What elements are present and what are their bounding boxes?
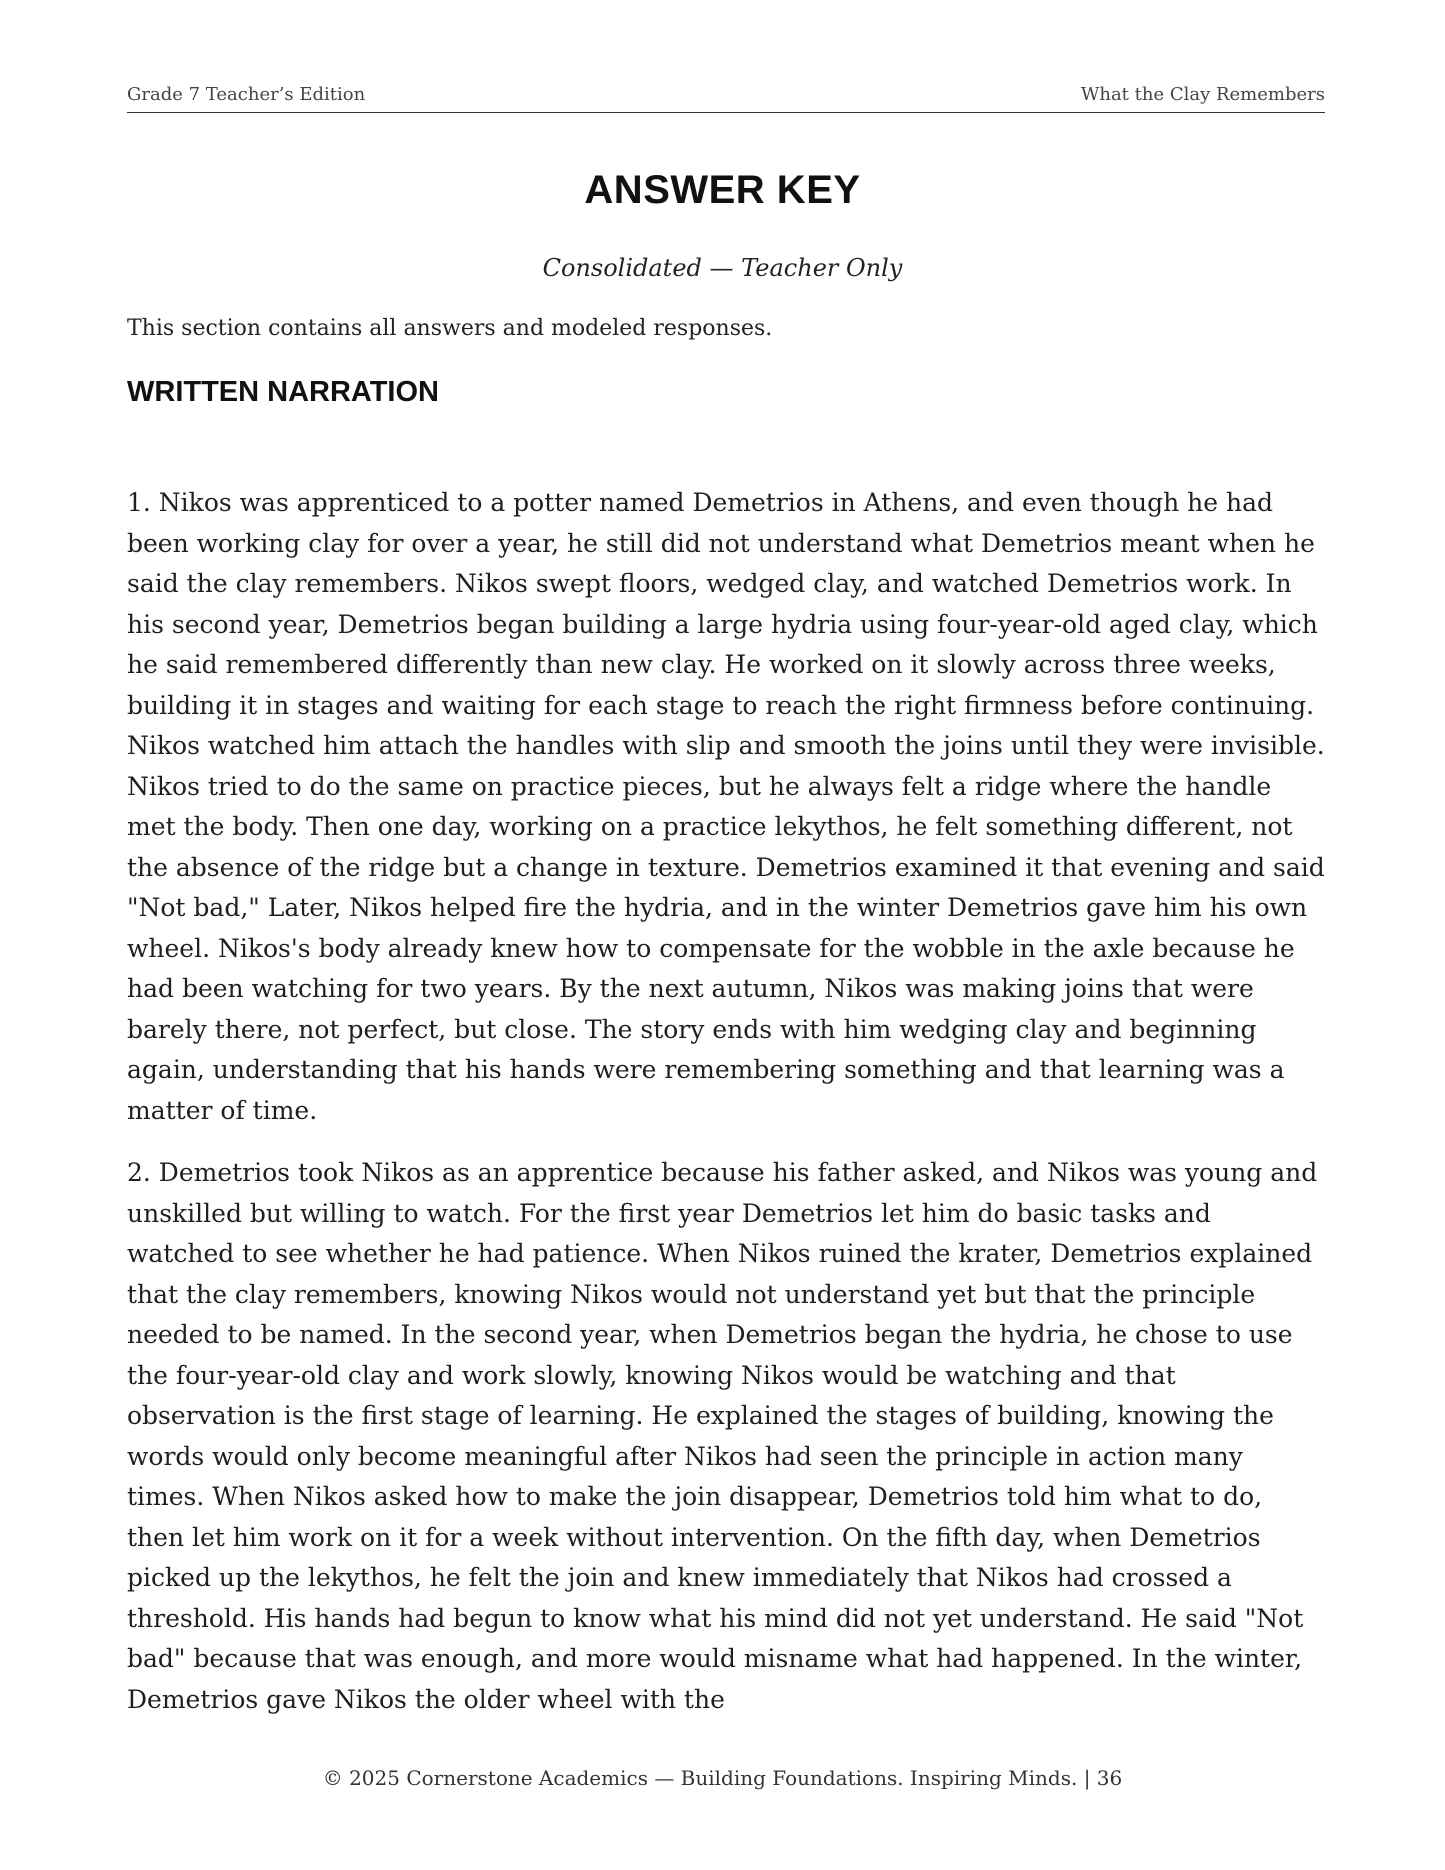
header-edition: Grade 7 Teacher’s Edition bbox=[127, 84, 366, 105]
answer-paragraph-1: 1. Nikos was apprenticed to a potter named Demetrios in Athens, and even though he had been working clay for over a year, he still did not understand what Demetrios meant when he said the clay remembers. Nikos swept floors, wedged clay, and watched Demetrios work. In his second year, Demetrios began building a large hydria using four-year-old aged clay, which he said remembered differently than new clay. He worked on it slowly across three weeks, building it in stages and waiting for each stage to reach the right firmness before continuing. Nikos watched him attach the handles with slip and smooth the joins until they were invisible. Nikos tried to do the same on practice pieces, but he always felt a ridge where the handle met the body. Then one day, working on a practice lekythos, he felt something different, not the absence of the ridge but a change in texture. Demetrios examined it that evening and said "Not bad," Later, Nikos helped fire the hydria, and in the winter Demetrios gave him his own wheel. Nikos's body already knew how to compensate for the wobble in the axle because he had been watching for two years. By the next autumn, Nikos was making joins that were barely there, not perfect, but close. The story ends with him wedging clay and beginning again, understanding that his hands were remembering something and that learning was a matter of time. bbox=[127, 488, 1325, 1125]
answer-paragraph-2: 2. Demetrios took Nikos as an apprentice because his father asked, and Nikos was young and unskilled but willing to watch. For the first year Demetrios let him do basic tasks and watched to see whether he had patience. When Nikos ruined the krater, Demetrios explained that the clay remembers, knowing Nikos would not understand yet but that the principle needed to be named. In the second year, when Demetrios began the hydria, he chose to use the four-year-old clay and work slowly, knowing Nikos would be watching and that observation is the first stage of learning. He explained the stages of building, knowing the words would only become meaningful after Nikos had seen the principle in action many times. When Nikos asked how to make the join disappear, Demetrios told him what to do, then let him work on it for a week without intervention. On the fifth day, when Demetrios picked up the lekythos, he felt the join and knew immediately that Nikos had crossed a threshold. His hands had begun to know what his mind did not yet understand. He said "Not bad" because that was enough, and more would misname what had happened. In the winter, Demetrios gave Nikos the older wheel with the bbox=[127, 1158, 1318, 1714]
page-footer: © 2025 Cornerstone Academics — Building Foundations. Inspiring Minds. | 36 bbox=[322, 1766, 1123, 1790]
page-subtitle: Consolidated — Teacher Only bbox=[542, 254, 903, 282]
page-title: ANSWER KEY bbox=[584, 168, 861, 212]
section-heading: WRITTEN NARRATION bbox=[127, 376, 439, 408]
running-header bbox=[127, 84, 1325, 113]
intro-text: This section contains all answers and modeled responses. bbox=[127, 316, 773, 341]
header-story-title: What the Clay Remembers bbox=[1080, 84, 1325, 105]
